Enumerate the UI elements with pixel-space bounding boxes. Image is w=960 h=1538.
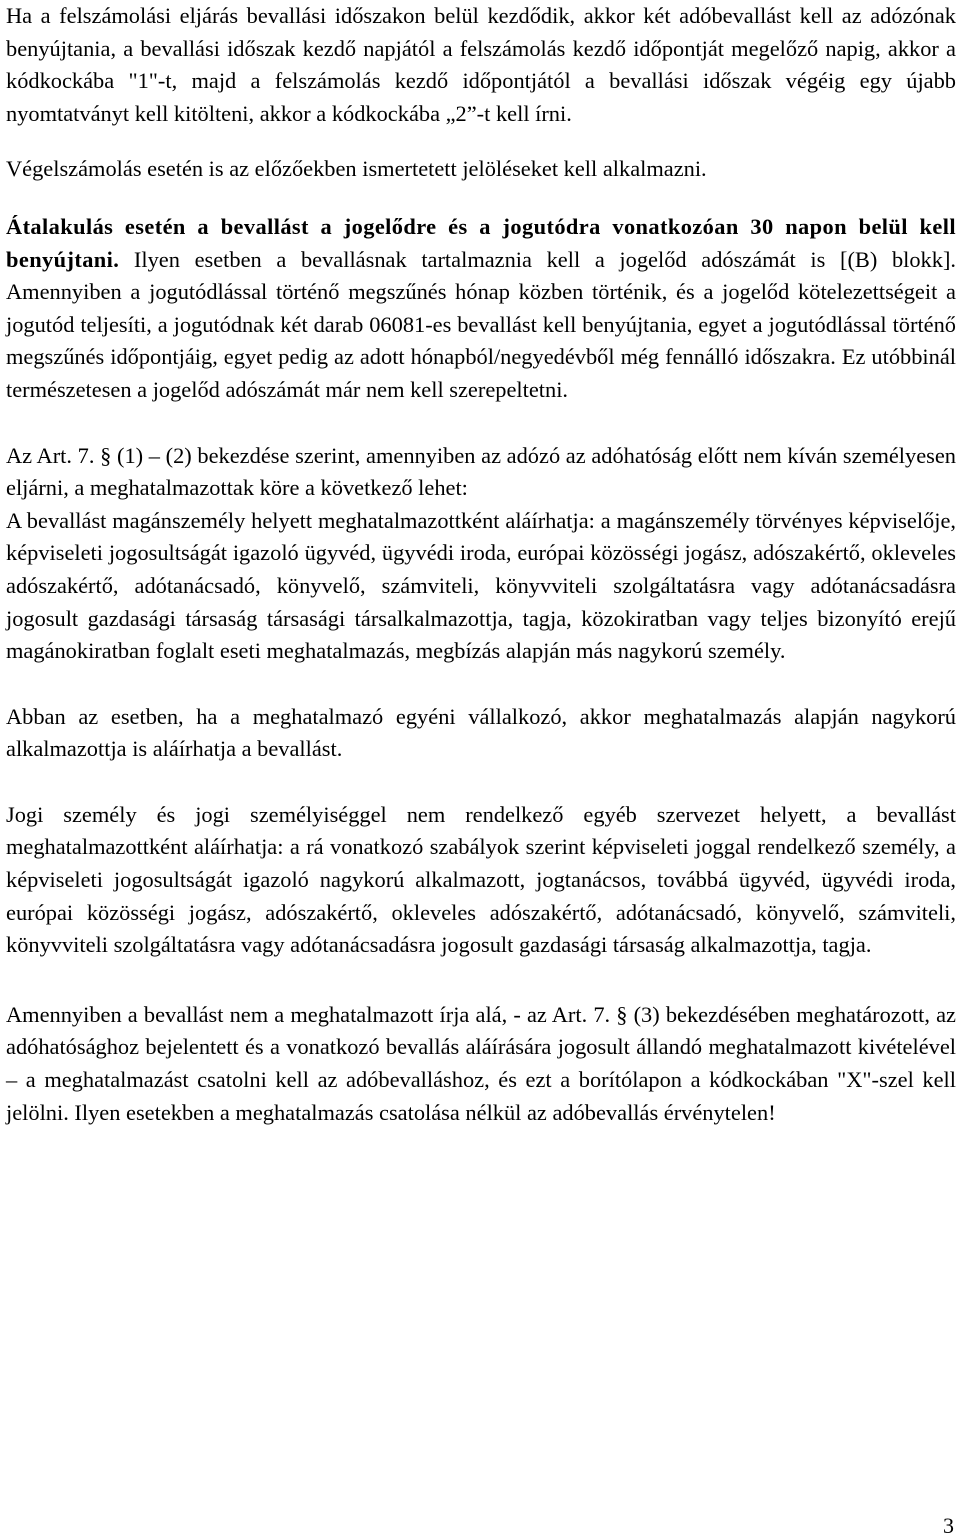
paragraph-private-person-signatories: A bevallást magánszemély helyett meghatalmazottként aláírhatja: a magánszemély törvényes képviselője, képviseleti jogosultságát igazoló ügyvéd, ügyvédi iroda, európai közösségi jogász, adószakértő, okleveles adószakértő, adótanácsadó, könyvelő, számviteli, könyvviteli szolgáltatásra vagy adótanácsadásra jogosult gazdasági társaság társasági társalkalmazottja, tagja, közokiratban vagy teljes bizonyító erejű magánokiratban foglalt eseti meghatalmazás, megbízás alapján más nagykorú személy. [6,507,956,664]
paragraph-liquidation: Ha a felszámolási eljárás bevallási időszakon belül kezdődik, akkor két adóbevallást kell az adózónak benyújtania, a bevallási időszak kezdő napjától a felszámolás kezdő időpontját megelőző napig, akkor a kódkockába "1"-t, majd a felszámolás kezdő időpontjától a bevallási időszak végéig egy újabb nyomtatványt kell kitölteni, akkor a kódkockába „2”-t kell írni. [6,3,956,126]
paragraph-legal-entity-signatories: Jogi személy és jogi személyiséggel nem rendelkező egyéb szervezet helyett, a bevallást meghatalmazottként aláírhatja: a rá vonatkozó szabályok szerint képviseleti joggal rendelkező személy, a képviseleti jogosultságát igazoló nagykorú alkalmazott, jogtanácsos, továbbá ügyvéd, ügyvédi iroda, európai közösségi jogász, adószakértő, okleveles adószakértő, adótanácsadó, könyvelő, számviteli, könyvviteli szolgáltatásra vagy adótanácsadásra jogosult gazdasági társaság alkalmazottja, tagja. [6,801,956,958]
paragraph-power-of-attorney: Amennyiben a bevallást nem a meghatalmazott írja alá, - az Art. 7. § (3) bekezdésében meghatározott, az adóhatósághoz bejelentett és a vonatkozó bevallás aláírására jogosult állandó meghatalmazott kivételével – a meghatalmazást csatolni kell az adóbevalláshoz, és ezt a borítólapon a kódkockában "X"-szel kell jelölni. Ilyen esetekben a meghatalmazás csatolása nélkül az adóbevallás érvénytelen! [6,1001,956,1125]
paragraph-voluntary-liquidation: Végelszámolás esetén is az előzőekben ismertetett jelöléseket kell alkalmazni. [6,156,707,182]
paragraph-sole-proprietor: Abban az esetben, ha a meghatalmazó egyéni vállalkozó, akkor meghatalmazás alapján nagykorú alkalmazottja is aláírhatja a bevallást. [6,703,956,762]
transformation-details: Ilyen esetben a bevallásnak tartalmaznia kell a jogelőd adószámát is [(B) blokk]. Amennyiben a jogutódlással történő megszűnés hónap közben történik, és a jogelőd kötelezettségeit a jogutód teljesíti, a jogutódnak két darab 06081-es bevallást kell benyújtania, egyet a jogutódlással történő megszűnés időpontjáig, egyet pedig az adott hónapból/negyedévből még fennálló időszakra. Ez utóbbinál természetesen a jogelőd adószámát már nem kell szerepeltetni. [6,246,956,402]
transformation-bold-sentence: Átalakulás esetén a bevallást a jogelődre és a jogutódra vonatkozóan 30 napon belül kell benyújtani. [6,213,956,272]
paragraph-transformation [6,211,956,407]
document-page [6,0,956,1129]
page-number: 3 [943,1513,954,1538]
paragraph-art7-intro: Az Art. 7. § (1) – (2) bekezdése szerint, amennyiben az adózó az adóhatóság előtt nem kíván személyesen eljárni, a meghatalmazottak köre a következő lehet: [6,442,956,501]
